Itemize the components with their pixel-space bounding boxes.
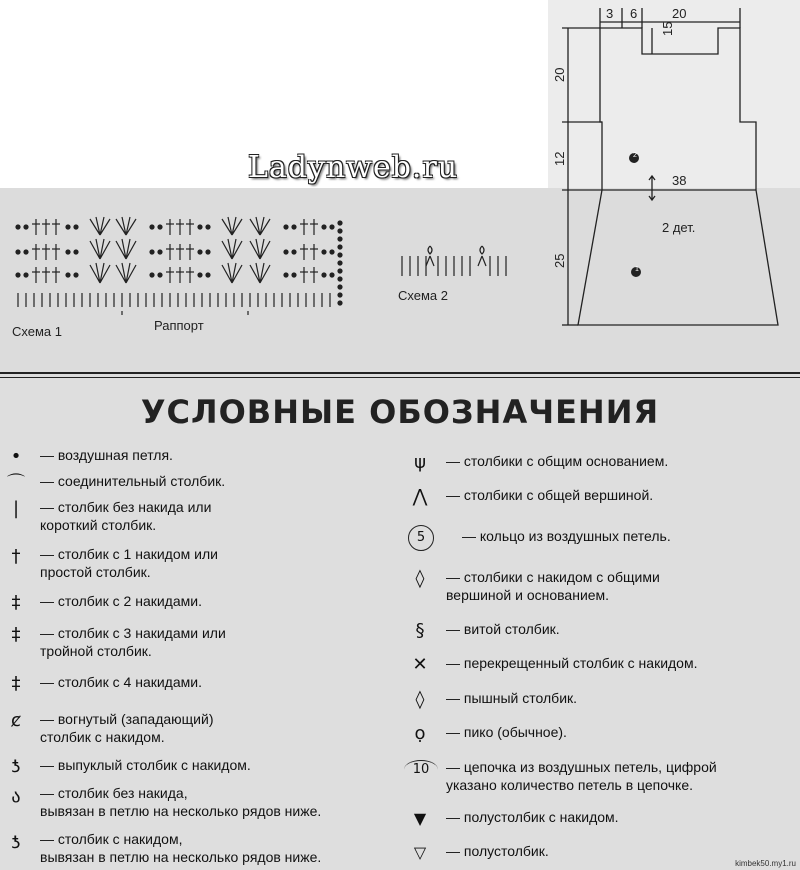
- dim-top-c: 20: [672, 6, 687, 21]
- legend-item: — столбики с общей вершиной.: [446, 487, 654, 503]
- common-base-icon: ψ: [414, 452, 426, 473]
- cluster-icon: ◊: [415, 568, 425, 589]
- scheme1-row-1: [16, 219, 334, 235]
- crossed-dc-icon: ✕: [412, 654, 428, 675]
- triple-treble-icon: ‡: [11, 624, 21, 645]
- legend-item: — столбик с 1 накидом или простой столбик.: [40, 546, 218, 580]
- dim-side-mid: 12: [552, 151, 567, 166]
- dim-top-a: 3: [606, 6, 614, 21]
- magic-ring-icon: 5: [408, 525, 434, 551]
- part-2-number: 2: [633, 152, 637, 159]
- legend-item: — столбик с 4 накидами.: [40, 674, 202, 690]
- picot-icon: ọ: [414, 723, 426, 744]
- legend-item: — столбики с накидом с общими вершиной и основанием.: [446, 569, 660, 603]
- chain-stitch-icon: •: [10, 446, 22, 467]
- scheme1-row-3: [16, 267, 334, 283]
- scheme2-label: Схема 2: [398, 288, 448, 303]
- legend-item: — столбик без накида или короткий столбик.: [40, 499, 212, 533]
- twisted-stitch-icon: §: [415, 620, 425, 641]
- dim-side-upper: 20: [552, 67, 567, 82]
- dim-top-b: 6: [630, 6, 638, 21]
- site-credit: kimbek50.my1.ru: [735, 859, 796, 868]
- legend-item: — перекрещенный столбик с накидом.: [446, 655, 698, 671]
- scheme1-edge-chain: [338, 221, 342, 305]
- slip-stitch-icon: ⌒: [7, 473, 25, 494]
- legend-item: — вогнутый (западающий) столбик с накидом.: [40, 711, 214, 745]
- section-divider: [0, 372, 800, 374]
- legend-item: — соединительный столбик.: [40, 473, 226, 489]
- scheme1-base-row: [18, 293, 330, 307]
- half-dc-icon: ▽: [413, 843, 427, 862]
- treble-crochet-icon: ‡: [11, 592, 21, 613]
- scheme2-chart: [398, 242, 510, 282]
- legend-item: — полустолбик с накидом.: [446, 809, 619, 825]
- legend-item: — столбик без накида, вывязан в петлю на несколько рядов ниже.: [40, 785, 322, 819]
- dim-width: 38: [672, 173, 687, 188]
- common-top-icon: ⋀: [412, 486, 428, 507]
- single-crochet-icon: |: [12, 498, 20, 519]
- scheme1-chart: [10, 215, 345, 315]
- chain-loop-icon: 10: [404, 760, 438, 779]
- double-crochet-icon: †: [11, 546, 21, 567]
- dim-side-lower: 25: [552, 253, 567, 268]
- part-1-number: 1: [635, 266, 639, 273]
- legend-item: — витой столбик.: [446, 621, 560, 637]
- legend-item: — выпуклый столбик с накидом.: [40, 757, 251, 773]
- spike-sc-icon: ა: [11, 786, 21, 807]
- legend-title: УСЛОВНЫЕ ОБОЗНАЧЕНИЯ: [140, 393, 660, 431]
- puff-stitch-icon: ◊: [415, 689, 425, 710]
- watermark: Ladynweb.ru: [248, 150, 459, 185]
- scheme1-label: Схема 1: [12, 324, 62, 339]
- legend-item: — столбик с 2 накидами.: [40, 593, 202, 609]
- front-post-dc-icon: ƾ: [11, 756, 21, 777]
- repeat-bracket: [122, 311, 248, 315]
- back-post-dc-icon: ȼ: [11, 710, 21, 731]
- legend-item: — полустолбик.: [446, 843, 549, 859]
- legend-item: — пико (обычное).: [446, 724, 567, 740]
- scheme1-row-2: [16, 244, 334, 260]
- legend-item: — кольцо из воздушных петель.: [462, 528, 671, 544]
- quad-treble-icon: ‡: [11, 673, 21, 694]
- legend-item: — воздушная петля.: [40, 447, 173, 463]
- pieces-label: 2 дет.: [662, 220, 696, 235]
- section-divider-thin: [0, 377, 800, 378]
- legend-item: — пышный столбик.: [446, 690, 578, 706]
- legend-item: — столбики с общим основанием.: [446, 453, 669, 469]
- pattern-drawing: [548, 0, 800, 332]
- legend-item: — столбик с 3 накидами или тройной столбик.: [40, 625, 226, 659]
- legend-item: — цепочка из воздушных петель, цифрой указано количество петель в цепочке.: [446, 759, 717, 793]
- spike-dc-icon: ƾ: [11, 832, 21, 853]
- dim-strap: 15: [660, 21, 675, 36]
- repeat-label: Раппорт: [154, 318, 204, 333]
- legend-item: — столбик с накидом, вывязан в петлю на несколько рядов ниже.: [40, 831, 322, 865]
- hdc-icon: ▼: [413, 809, 427, 828]
